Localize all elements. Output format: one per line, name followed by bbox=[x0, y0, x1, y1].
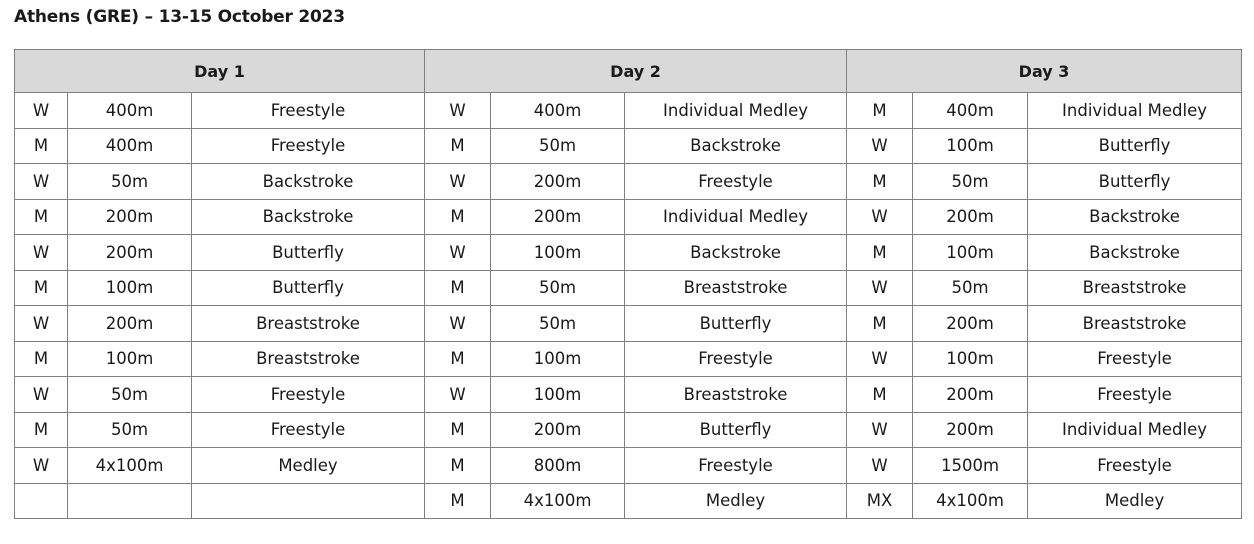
day-2-gender-cell: W bbox=[425, 377, 491, 413]
table-row bbox=[15, 341, 1242, 377]
day-1-distance-cell: 200m bbox=[68, 306, 192, 342]
day-3-gender-cell: M bbox=[847, 164, 913, 200]
day-3-stroke-cell: Freestyle bbox=[1028, 448, 1242, 484]
day-1-gender-cell: M bbox=[15, 412, 68, 448]
table-row bbox=[15, 128, 1242, 164]
day-2-stroke-cell: Backstroke bbox=[625, 235, 847, 271]
day-1-stroke-cell: Freestyle bbox=[192, 412, 425, 448]
day-1-distance-cell: 50m bbox=[68, 164, 192, 200]
day-3-distance-cell: 400m bbox=[913, 93, 1028, 129]
day-1-gender-cell: M bbox=[15, 270, 68, 306]
day-1-distance-cell: 4x100m bbox=[68, 448, 192, 484]
day-2-stroke-cell: Freestyle bbox=[625, 164, 847, 200]
day-3-distance-cell: 4x100m bbox=[913, 483, 1028, 519]
day-2-distance-cell: 200m bbox=[491, 199, 625, 235]
day-1-distance-cell bbox=[68, 483, 192, 519]
day-1-gender-cell: W bbox=[15, 164, 68, 200]
day-3-stroke-cell: Freestyle bbox=[1028, 341, 1242, 377]
day-2-stroke-cell: Freestyle bbox=[625, 448, 847, 484]
day-2-gender-cell: W bbox=[425, 164, 491, 200]
day-3-header: Day 3 bbox=[847, 50, 1242, 93]
table-row bbox=[15, 270, 1242, 306]
day-1-header: Day 1 bbox=[15, 50, 425, 93]
day-2-gender-cell: W bbox=[425, 306, 491, 342]
day-1-stroke-cell: Butterfly bbox=[192, 270, 425, 306]
day-1-gender-cell: M bbox=[15, 128, 68, 164]
day-2-distance-cell: 100m bbox=[491, 377, 625, 413]
day-3-gender-cell: MX bbox=[847, 483, 913, 519]
table-row bbox=[15, 448, 1242, 484]
day-1-distance-cell: 50m bbox=[68, 412, 192, 448]
day-1-gender-cell bbox=[15, 483, 68, 519]
day-1-distance-cell: 400m bbox=[68, 128, 192, 164]
day-3-distance-cell: 1500m bbox=[913, 448, 1028, 484]
day-3-stroke-cell: Freestyle bbox=[1028, 377, 1242, 413]
table-row bbox=[15, 306, 1242, 342]
day-3-stroke-cell: Backstroke bbox=[1028, 199, 1242, 235]
table-row bbox=[15, 199, 1242, 235]
day-3-distance-cell: 200m bbox=[913, 412, 1028, 448]
day-3-gender-cell: M bbox=[847, 93, 913, 129]
day-2-gender-cell: M bbox=[425, 483, 491, 519]
table-row bbox=[15, 412, 1242, 448]
day-2-distance-cell: 100m bbox=[491, 341, 625, 377]
day-1-distance-cell: 200m bbox=[68, 199, 192, 235]
day-1-stroke-cell: Backstroke bbox=[192, 199, 425, 235]
day-2-distance-cell: 800m bbox=[491, 448, 625, 484]
day-2-stroke-cell: Backstroke bbox=[625, 128, 847, 164]
day-2-gender-cell: M bbox=[425, 448, 491, 484]
day-2-stroke-cell: Freestyle bbox=[625, 341, 847, 377]
table-row bbox=[15, 377, 1242, 413]
day-2-stroke-cell: Individual Medley bbox=[625, 199, 847, 235]
page-title: Athens (GRE) – 13-15 October 2023 bbox=[14, 7, 345, 27]
day-2-distance-cell: 200m bbox=[491, 164, 625, 200]
table-header-row bbox=[15, 50, 1242, 93]
day-3-stroke-cell: Butterfly bbox=[1028, 128, 1242, 164]
day-3-stroke-cell: Breaststroke bbox=[1028, 306, 1242, 342]
day-2-stroke-cell: Butterfly bbox=[625, 412, 847, 448]
day-1-gender-cell: M bbox=[15, 341, 68, 377]
table-row bbox=[15, 235, 1242, 271]
day-3-gender-cell: W bbox=[847, 270, 913, 306]
day-2-stroke-cell: Medley bbox=[625, 483, 847, 519]
day-3-stroke-cell: Individual Medley bbox=[1028, 93, 1242, 129]
day-2-distance-cell: 50m bbox=[491, 306, 625, 342]
day-2-gender-cell: M bbox=[425, 270, 491, 306]
day-2-gender-cell: W bbox=[425, 93, 491, 129]
day-3-gender-cell: W bbox=[847, 128, 913, 164]
table-row bbox=[15, 483, 1242, 519]
day-2-distance-cell: 400m bbox=[491, 93, 625, 129]
day-3-distance-cell: 200m bbox=[913, 377, 1028, 413]
day-2-distance-cell: 50m bbox=[491, 128, 625, 164]
day-1-gender-cell: W bbox=[15, 448, 68, 484]
day-1-stroke-cell: Freestyle bbox=[192, 128, 425, 164]
day-1-gender-cell: M bbox=[15, 199, 68, 235]
day-1-distance-cell: 100m bbox=[68, 341, 192, 377]
day-1-stroke-cell: Butterfly bbox=[192, 235, 425, 271]
day-3-gender-cell: M bbox=[847, 306, 913, 342]
day-2-distance-cell: 100m bbox=[491, 235, 625, 271]
table-row bbox=[15, 93, 1242, 129]
day-1-distance-cell: 200m bbox=[68, 235, 192, 271]
day-3-stroke-cell: Butterfly bbox=[1028, 164, 1242, 200]
day-2-gender-cell: M bbox=[425, 412, 491, 448]
day-3-gender-cell: M bbox=[847, 377, 913, 413]
day-1-stroke-cell: Breaststroke bbox=[192, 341, 425, 377]
day-3-gender-cell: M bbox=[847, 235, 913, 271]
day-2-header: Day 2 bbox=[425, 50, 847, 93]
day-3-distance-cell: 50m bbox=[913, 164, 1028, 200]
day-2-gender-cell: M bbox=[425, 128, 491, 164]
day-1-gender-cell: W bbox=[15, 306, 68, 342]
day-1-distance-cell: 50m bbox=[68, 377, 192, 413]
day-2-distance-cell: 200m bbox=[491, 412, 625, 448]
day-2-stroke-cell: Butterfly bbox=[625, 306, 847, 342]
day-3-stroke-cell: Backstroke bbox=[1028, 235, 1242, 271]
day-1-gender-cell: W bbox=[15, 377, 68, 413]
day-3-distance-cell: 50m bbox=[913, 270, 1028, 306]
table-row bbox=[15, 164, 1242, 200]
day-3-distance-cell: 100m bbox=[913, 341, 1028, 377]
day-2-distance-cell: 4x100m bbox=[491, 483, 625, 519]
day-3-gender-cell: W bbox=[847, 412, 913, 448]
day-3-stroke-cell: Breaststroke bbox=[1028, 270, 1242, 306]
day-2-stroke-cell: Breaststroke bbox=[625, 270, 847, 306]
day-2-distance-cell: 50m bbox=[491, 270, 625, 306]
day-3-distance-cell: 100m bbox=[913, 235, 1028, 271]
day-2-gender-cell: W bbox=[425, 235, 491, 271]
day-1-stroke-cell bbox=[192, 483, 425, 519]
day-1-gender-cell: W bbox=[15, 93, 68, 129]
day-1-distance-cell: 100m bbox=[68, 270, 192, 306]
day-3-gender-cell: W bbox=[847, 199, 913, 235]
day-1-stroke-cell: Medley bbox=[192, 448, 425, 484]
schedule-body bbox=[15, 93, 1242, 519]
day-1-stroke-cell: Breaststroke bbox=[192, 306, 425, 342]
day-3-distance-cell: 100m bbox=[913, 128, 1028, 164]
day-3-distance-cell: 200m bbox=[913, 199, 1028, 235]
day-3-gender-cell: W bbox=[847, 341, 913, 377]
schedule-table bbox=[14, 49, 1242, 519]
day-2-gender-cell: M bbox=[425, 341, 491, 377]
day-3-stroke-cell: Medley bbox=[1028, 483, 1242, 519]
day-1-stroke-cell: Freestyle bbox=[192, 377, 425, 413]
day-1-gender-cell: W bbox=[15, 235, 68, 271]
day-1-distance-cell: 400m bbox=[68, 93, 192, 129]
day-2-gender-cell: M bbox=[425, 199, 491, 235]
day-3-stroke-cell: Individual Medley bbox=[1028, 412, 1242, 448]
day-1-stroke-cell: Freestyle bbox=[192, 93, 425, 129]
day-2-stroke-cell: Breaststroke bbox=[625, 377, 847, 413]
day-2-stroke-cell: Individual Medley bbox=[625, 93, 847, 129]
day-3-distance-cell: 200m bbox=[913, 306, 1028, 342]
day-1-stroke-cell: Backstroke bbox=[192, 164, 425, 200]
day-3-gender-cell: W bbox=[847, 448, 913, 484]
